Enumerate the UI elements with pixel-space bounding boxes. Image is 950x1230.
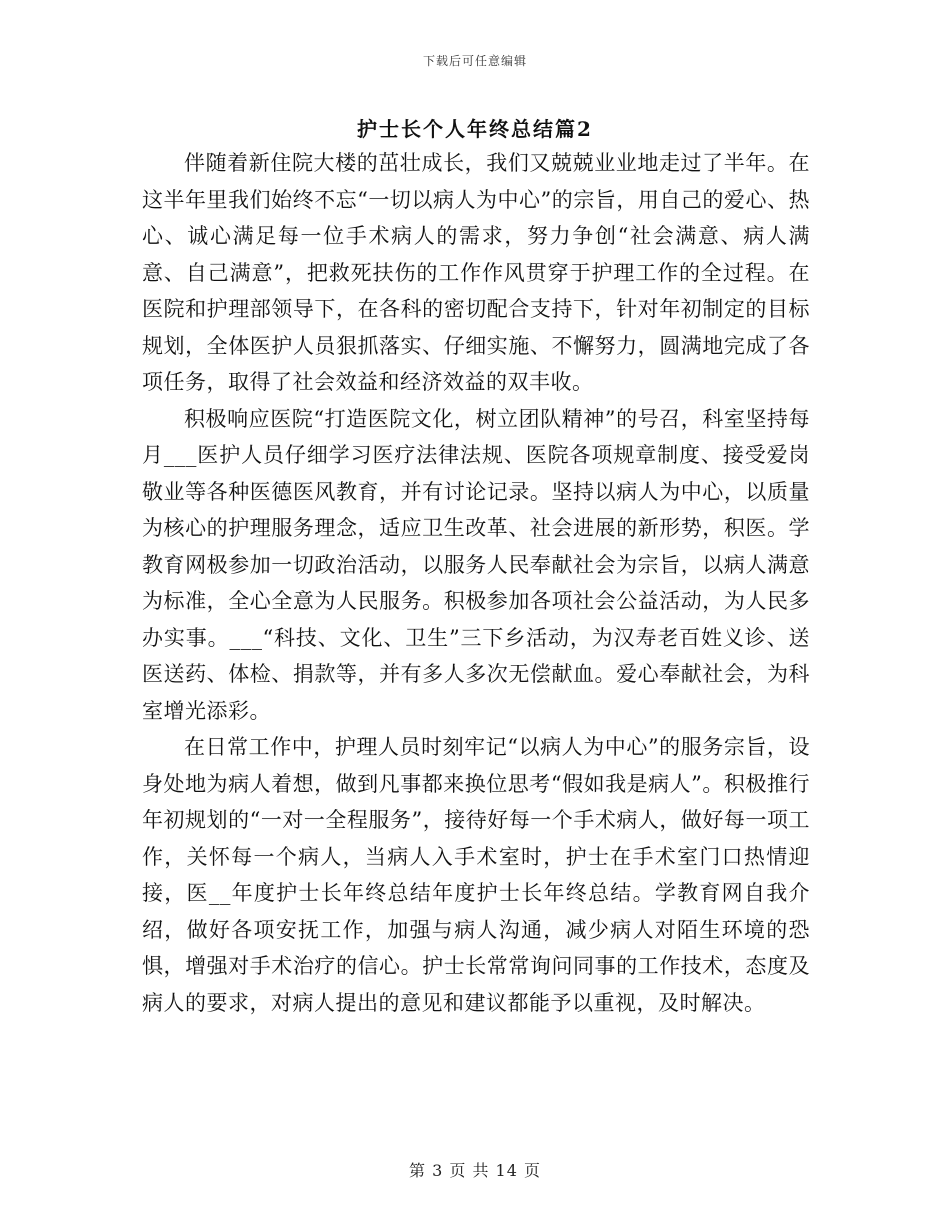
body-paragraph-1: 伴随着新住院大楼的茁壮成长，我们又兢兢业业地走过了半年。在这半年里我们始终不忘“一切以病人为中心”的宗旨，用自己的爱心、热心、诚心满足每一位手术病人的需求，努力争创“社会满意、病人满意、自己满意”，把救死扶伤的工作作风贯穿于护理工作的全过程。在医院和护理部领导下，在各科的密切配合支持下，针对年初制定的目标规划，全体医护人员狠抓落实、仔细实施、不懈努力，圆满地完成了各项任务，取得了社会效益和经济效益的双丰收。 bbox=[142, 151, 810, 394]
body-paragraph-3: 在日常工作中，护理人员时刻牢记“以病人为中心”的服务宗旨，设身处地为病人着想，做到凡事都来换位思考“假如我是病人”。积极推行年初规划的“一对一全程服务”，接待好每一个手术病人，做好每一项工作，关怀每一个病人，当病人入手术室时，护士在手术室门口热情迎接，医__年度护士长年终总结年度护士长年终总结。学教育网自我介绍，做好各项安抚工作，加强与病人沟通，减少病人对陌生环境的恐惧，增强对手术治疗的信心。护士长常常询问同事的工作技术，态度及病人的要求，对病人提出的意见和建议都能予以重视，及时解决。 bbox=[142, 735, 810, 1015]
page-number-footer: 第 3 页 共 14 页 bbox=[409, 1161, 541, 1180]
body-paragraph-2: 积极响应医院“打造医院文化，树立团队精神”的号召，科室坚持每月___医护人员仔细学习医疗法律法规、医院各项规章制度、接受爱岗敬业等各种医德医风教育，并有讨论记录。坚持以病人为中心，以质量为核心的护理服务理念，适应卫生改革、社会进展的新形势，积医。学教育网极参加一切政治活动，以服务人民奉献社会为宗旨，以病人满意为标准，全心全意为人民服务。积极参加各项社会公益活动，为人民多办实事。___“科技、文化、卫生”三下乡活动，为汉寿老百姓义诊、送医送药、体检、捐款等，并有多人多次无偿献血。爱心奉献社会，为科室增光添彩。 bbox=[142, 406, 810, 723]
page-header-note: 下载后可任意编辑 bbox=[422, 54, 527, 68]
document-title: 护士长个人年终总结篇2 bbox=[357, 117, 593, 141]
document-body bbox=[142, 145, 810, 1021]
